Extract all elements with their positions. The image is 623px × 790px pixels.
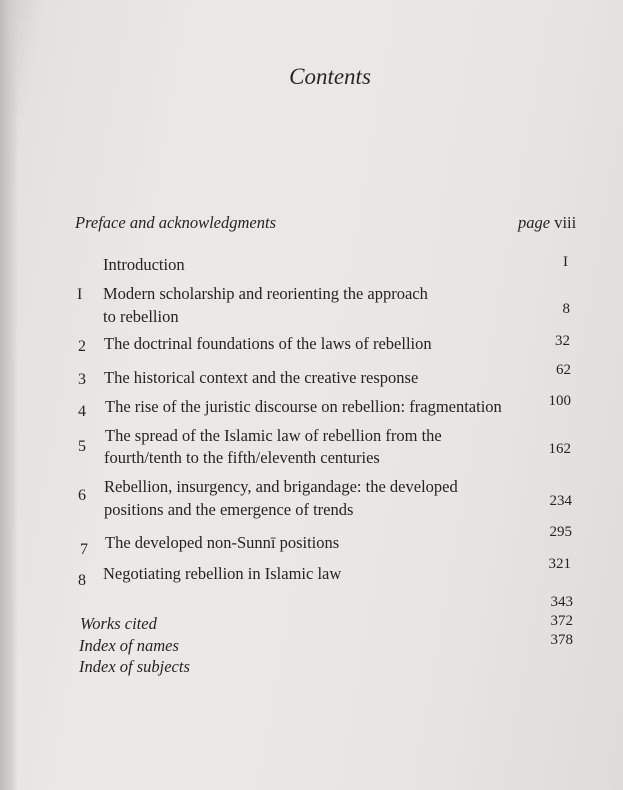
chapter-title-line: The doctrinal foundations of the laws of rebellion xyxy=(104,334,432,353)
chapter-title-line: fourth/tenth to the fifth/eleventh centuries xyxy=(104,448,380,467)
preface-label: Preface and acknowledgments xyxy=(75,213,276,232)
introduction-page: I xyxy=(563,254,568,270)
back-matter-label: Index of names xyxy=(79,636,179,655)
chapter-title-line: The developed non-Sunnī positions xyxy=(105,533,340,552)
chapter-page: 8 xyxy=(562,301,570,317)
chapter-page: 234 xyxy=(549,493,572,509)
chapter-title-line: Rebellion, insurgency, and brigandage: the developed xyxy=(104,477,458,496)
chapter-number: 7 xyxy=(80,541,88,558)
chapter-page: 100 xyxy=(548,393,571,409)
chapter-title-line: The rise of the juristic discourse on rebellion: fragmentation xyxy=(105,397,502,416)
back-matter-label: Index of subjects xyxy=(79,657,190,676)
chapter-number: 8 xyxy=(78,572,86,589)
chapter-title-line: positions and the emergence of trends xyxy=(104,500,354,519)
page-prefix: page xyxy=(518,213,551,232)
chapter-number: I xyxy=(77,286,83,303)
preface-page xyxy=(518,212,576,234)
chapter-title-line: Negotiating rebellion in Islamic law xyxy=(103,564,342,583)
chapter-page: 32 xyxy=(555,333,570,349)
chapter-number: 2 xyxy=(78,338,86,355)
chapter-number: 4 xyxy=(78,403,86,420)
chapter-page: 295 xyxy=(549,524,572,540)
chapter-title-line: Modern scholarship and reorienting the approach xyxy=(103,284,428,303)
chapter-page: 321 xyxy=(548,556,571,572)
chapter-number: 6 xyxy=(78,487,86,504)
chapter-title-line: The spread of the Islamic law of rebellion from the xyxy=(105,426,442,445)
chapter-page: 162 xyxy=(548,441,571,457)
introduction-label: Introduction xyxy=(103,255,185,274)
back-matter-page: 372 xyxy=(550,613,573,629)
back-matter-page: 343 xyxy=(550,594,573,610)
back-matter-page: 378 xyxy=(550,632,573,648)
chapter-number: 5 xyxy=(78,438,86,455)
contents-title: Contents xyxy=(289,64,371,89)
chapter-number: 3 xyxy=(78,371,86,388)
chapter-title-line: to rebellion xyxy=(103,307,179,326)
preface-page-number: viii xyxy=(554,213,577,232)
back-matter-label: Works cited xyxy=(80,614,157,633)
chapter-page: 62 xyxy=(556,362,571,378)
page-gutter-shadow xyxy=(0,0,18,790)
chapter-title-line: The historical context and the creative response xyxy=(104,368,419,387)
